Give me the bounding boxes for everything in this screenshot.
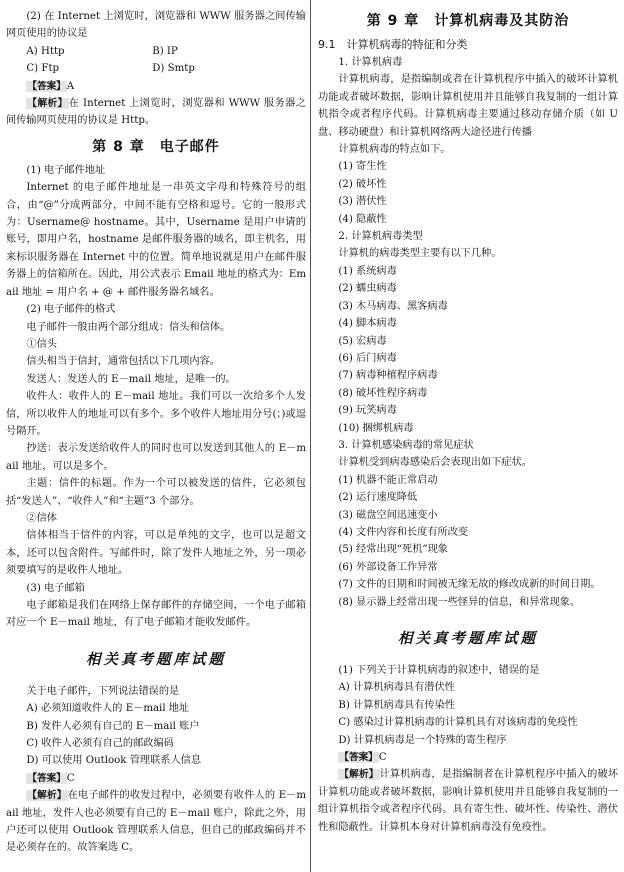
paragraph: 信体相当于信件的内容，可以是单纯的文字，也可以是超文本，还可以包含附件。写邮件时，除了发件人地址之外，另一项必须要填写的是收件人地址。 (6, 530, 306, 577)
explanation (318, 766, 618, 836)
left-column (6, 8, 306, 857)
sub-heading: 3. 计算机感染病毒的常见症状 (338, 439, 474, 451)
paragraph: 电子邮箱是我们在网络上保存邮件的存储空间，一个电子邮箱对应一个 E－mail 地址，有了电子邮箱才能收发邮件。 (6, 600, 306, 629)
list-item: (8) 破坏性程序病毒 (338, 387, 428, 399)
list-item: (7) 病毒种植程序病毒 (338, 370, 438, 382)
chapter-title: 第 9 章 计算机病毒及其防治 (366, 13, 570, 29)
option-c: C) Ftp (26, 63, 60, 75)
section-banner: 相关真考题库试题 (86, 650, 226, 668)
answer-line (6, 78, 306, 95)
list-item: (5) 宏病毒 (338, 335, 387, 347)
option-a: A) 必须知道收件人的 E－mail 地址 (26, 703, 190, 715)
paragraph: 电子邮件一般由两个部分组成：信头和信体。 (26, 321, 231, 333)
paragraph: 发送人：发送人的 E－mail 地址，是唯一的。 (26, 373, 236, 385)
paragraph: ②信体 (26, 512, 57, 524)
option-c: C) 收件人必须有自己的邮政编码 (26, 738, 174, 750)
options-row (6, 60, 306, 77)
section-heading: 9.1 计算机病毒的特征和分类 (318, 38, 468, 51)
answer-value: A (66, 80, 75, 92)
explanation (6, 787, 306, 857)
right-column (318, 8, 618, 836)
list-item: (10) 捆绑机病毒 (338, 422, 414, 434)
explanation-text: 计算机病毒，是指编制者在计算机程序中插入的破坏计算机功能或者破坏数据，影响计算机使用并且能够自我复制的一组计算机指令或者程序代码。具有寄生性、破坏性、传染性、潜伏性和隐蔽性。计算机本身对计算机病毒没有免疫性。 (318, 769, 619, 833)
answer-line (6, 770, 306, 787)
option-b: B) 发件人必须有自己的 E－mail 账户 (26, 720, 200, 732)
list-item: (4) 文件内容和长度有所改变 (338, 526, 469, 538)
option-b: B) IP (152, 45, 178, 57)
answer-tag: 【答案】 (27, 772, 66, 784)
list-item: (6) 后门病毒 (338, 352, 397, 364)
sub-heading: 1. 计算机病毒 (338, 57, 403, 68)
list-item: (5) 经常出现“死机”现象 (338, 544, 448, 556)
list-item: (2) 运行速度降低 (338, 492, 418, 504)
paragraph: 收件人：收件人的 E－mail 地址。我们可以一次给多个人发信，所以收件人的地址可以有多个。多个收件人地址用分号(；)或逗号隔开。 (6, 391, 306, 437)
list-item: (1) 系统病毒 (338, 265, 397, 277)
option-d: D) 可以使用 Outlook 管理联系人信息 (26, 755, 202, 767)
question-text: 关于电子邮件，下列说法错误的是 (26, 685, 180, 697)
list-item: (7) 文件的日期和时间被无缘无故的修改成新的时间日期。 (338, 579, 601, 591)
paragraph: 主题：信件的标题。作为一个可以被发送的信件，它必须包括“发送人”、“收件人”和“主题”3 个部分。 (6, 478, 306, 507)
explanation-tag: 【解析】 (27, 98, 68, 110)
answer-value: C (66, 772, 75, 784)
explanation-text: 在 Internet 上浏览时，浏览器和 WWW 服务器之间传输网页使用的协议是 Http。 (6, 98, 306, 127)
sub-heading: 2. 计算机病毒类型 (338, 231, 423, 243)
option-d: D) 计算机病毒是一个特殊的寄生程序 (338, 734, 507, 746)
option-d: D) Smtp (152, 63, 195, 75)
explanation-tag: 【解析】 (339, 769, 379, 781)
paragraph: 抄送：表示发送给收件人的同时也可以发送到其他人的 E－mail 地址，可以是多个。 (6, 443, 306, 472)
list-item: (4) 脚本病毒 (338, 318, 397, 330)
list-item: (1) 寄生性 (338, 161, 387, 173)
answer-value: C (378, 752, 387, 764)
option-a: A) Http (26, 45, 65, 57)
list-item: (9) 玩笑病毒 (338, 405, 397, 417)
list-item: (3) 潜伏性 (338, 196, 387, 208)
options-row (6, 43, 306, 60)
explanation-tag: 【解析】 (27, 790, 67, 802)
chapter-title: 第 8 章 电子邮件 (92, 138, 220, 155)
answer-tag: 【答案】 (339, 752, 378, 764)
list-item: (3) 木马病毒、黑客病毒 (338, 300, 448, 312)
section-banner: 相关真考题库试题 (398, 630, 538, 647)
question-text: (1) 下列关于计算机病毒的叙述中，错误的是 (338, 665, 540, 676)
column-divider (310, 0, 311, 872)
type-intro: 计算机的病毒类型主要有以下几种。 (338, 248, 502, 260)
paragraph: Internet 的电子邮件地址是一串英文字母和特殊符号的组合，由“@”分成两部分，中间不能有空格和逗号。它的一般形式为：Username@ hostname。其中，Username 是用户申请的账号，即用户名，hostname 是邮件服务器的域名，即主机名，用来标识服务器在 Internet 中的位置。简单地说就是用户在邮件服务器上的信箱所在。因此，用公式表示 Email 地址的格式为：Email 地址 = 用户名 + @ + 邮件服务器名域名。 (6, 182, 306, 298)
option-b: B) 计算机病毒具有传染性 (338, 699, 455, 711)
list-item: (1) 机器不能正常启动 (338, 474, 438, 486)
option-a: A) 计算机病毒具有潜伏性 (338, 682, 455, 694)
list-item: (4) 隐蔽性 (338, 213, 387, 225)
list-item: (2) 蠕虫病毒 (338, 283, 397, 295)
paragraph: (1) 电子邮件地址 (26, 164, 106, 176)
paragraph: (3) 电子邮箱 (26, 582, 85, 594)
definition: 计算机病毒，是指编制或者在计算机程序中插入的破坏计算机功能或者破坏数据，影响计算机使用并且能够自我复制的一组计算机指令或者程序代码。计算机病毒主要通过移动存储介质（如 U 盘、移动硬盘）和计算机网络两大途径进行传播 (318, 74, 618, 138)
explanation (6, 95, 306, 130)
feature-intro: 计算机病毒的特点如下。 (338, 144, 451, 156)
option-c: C) 感染过计算机病毒的计算机具有对该病毒的免疫性 (338, 717, 578, 729)
paragraph: (2) 电子邮件的格式 (26, 304, 116, 316)
list-item: (6) 外部设备工作异常 (338, 561, 438, 573)
symptom-intro: 计算机受到病毒感染后会表现出如下症状。 (338, 457, 532, 469)
paragraph: ①信头 (26, 338, 57, 350)
answer-line (318, 749, 618, 766)
list-item: (3) 磁盘空间迅速变小 (338, 509, 438, 521)
paragraph: 信头相当于信封，通常包括以下几项内容。 (26, 356, 220, 368)
list-item: (2) 破坏性 (338, 178, 387, 190)
answer-tag: 【答案】 (27, 80, 66, 92)
list-item: (8) 显示器上经常出现一些怪异的信息，和异常现象。 (338, 596, 581, 608)
explanation-text: 在电子邮件的收发过程中，必须要有收件人的 E－mail 地址，发件人也必须要有自己的 E－mail 账户，除此之外，用户还可以使用 Outlook 管理联系人信息，但自己的邮政编码并不是必须存在的。故答案选 C。 (6, 790, 306, 854)
question-text: (2) 在 Internet 上浏览时，浏览器和 WWW 服务器之间传输网页使用的协议是 (6, 11, 306, 40)
